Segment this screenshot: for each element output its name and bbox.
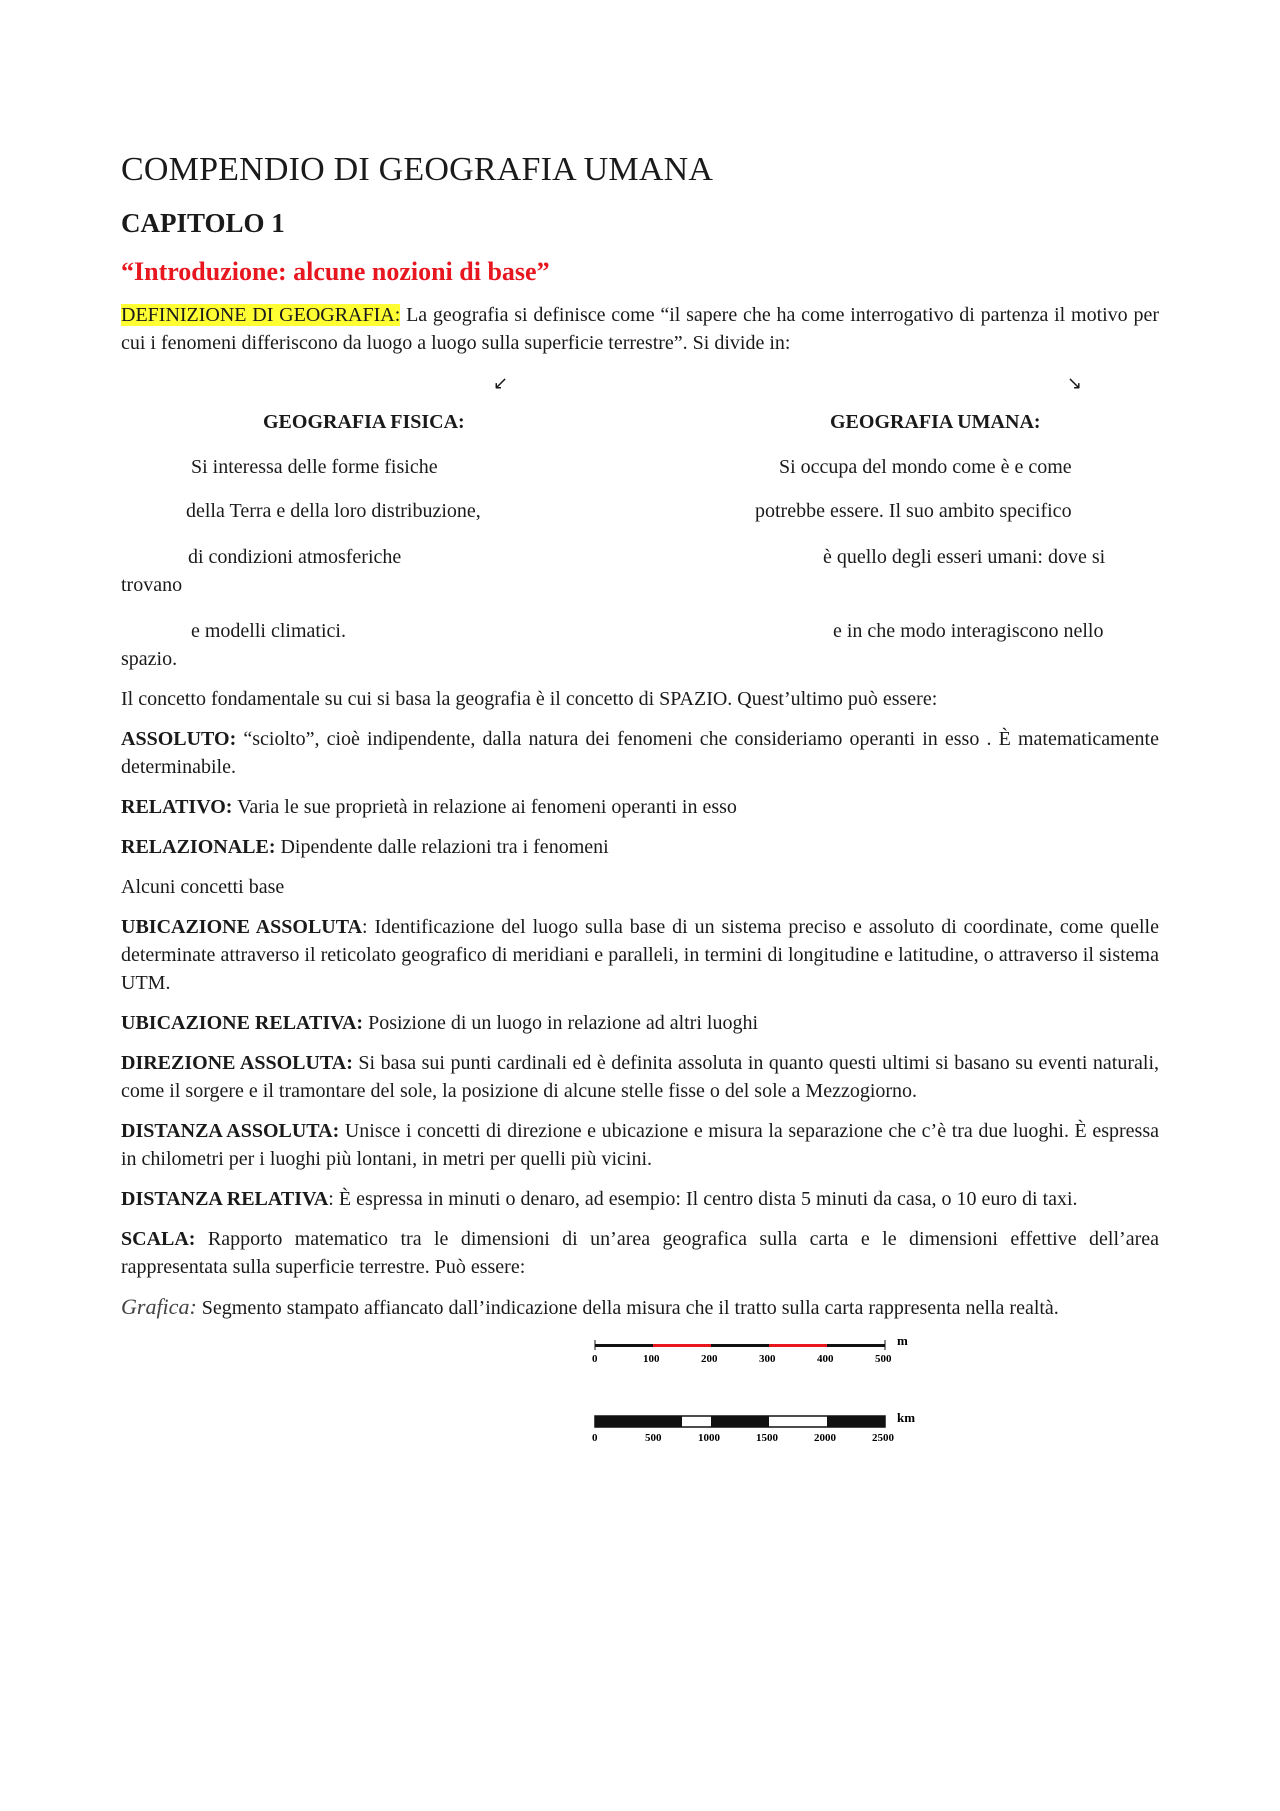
term-text: Varia le sue proprietà in relazione ai fenomeni operanti in esso (232, 796, 737, 819)
scale-segment (653, 1416, 682, 1427)
term-label: ASSOLUTO: (121, 728, 237, 751)
concept-scale (121, 1225, 1159, 1281)
term-label: UBICAZIONE ASSOLUTA (121, 916, 363, 939)
scale-unit-label: m (897, 1336, 908, 1349)
scale-tick-label: 2500 (872, 1432, 894, 1445)
scale-tick-label: 500 (875, 1353, 892, 1366)
scale-tick-label: 400 (817, 1353, 834, 1366)
definition-label: DEFINIZIONE DI GEOGRAFIA: (121, 304, 401, 327)
term-text: Si basa sui punti cardinali ed è definita assoluta in quanto questi ultimi si basano su eventi naturali, come il sorgere e il tramontare del sole, la posizione di alcune stelle fisse o del sole a Mezzogiorno. (121, 1052, 1160, 1103)
definition-paragraph (121, 301, 1159, 357)
term-label: SCALA: (121, 1228, 196, 1251)
term-label: RELATIVO: (121, 796, 233, 819)
graphic-scale-figures (121, 1336, 1159, 1456)
scale-tick-label: 1000 (698, 1432, 720, 1445)
physical-geography-heading: GEOGRAFIA FISICA: (263, 411, 465, 434)
geography-branches-headings (121, 411, 1159, 441)
scale-tick-label: 0 (592, 1353, 598, 1366)
chapter-subtitle: “Introduzione: alcune nozioni di base” (121, 257, 550, 287)
term-label: RELAZIONALE: (121, 836, 276, 859)
definition-text: La geografia si definisce come “il sapere che ha come interrogativo di partenza il motivo per cui i fenomeni differiscono da luogo a luogo sulla superficie terrestre”. Si divide in: (121, 304, 1159, 355)
scale-tick-label: 200 (701, 1353, 718, 1366)
column-row (121, 453, 1159, 481)
scale-segment (769, 1344, 827, 1347)
human-geography-heading: GEOGRAFIA UMANA: (830, 411, 1041, 434)
column-row (121, 497, 1159, 525)
scale-tick-label: 0 (592, 1432, 598, 1445)
scale-segment (711, 1416, 769, 1427)
physical-line: e modelli climatici. (191, 620, 346, 643)
column-row (121, 543, 1159, 599)
term-text: Dipendente dalle relazioni tra i fenomeni (275, 836, 609, 859)
scale-segment (827, 1344, 885, 1347)
term-text: : Identificazione del luogo sulla base di un sistema preciso e assoluto di coordinate, come quelle determinate attraverso il reticolato geografico di meridiani e paralleli, in termini di longitudine e latitudine, o attraverso il sistema UTM. (121, 916, 1159, 995)
physical-line: della Terra e della loro distribuzione, (186, 500, 481, 523)
document-page (121, 150, 1159, 1456)
graphic-text: Segmento stampato affiancato dall’indicazione della misura che il tratto sulla carta rappresenta nella realtà. (196, 1297, 1059, 1320)
document-title: COMPENDIO DI GEOGRAFIA UMANA (121, 151, 714, 188)
human-line: è quello degli esseri umani: dove si (823, 546, 1106, 569)
term-label: UBICAZIONE RELATIVA: (121, 1012, 364, 1035)
chapter-heading: CAPITOLO 1 (121, 207, 285, 238)
term-text: Rapporto matematico tra le dimensioni di un’area geografica sulla carta e le dimensioni effettive dell’area rappresentata sulla superficie terrestre. Può essere: (121, 1228, 1159, 1279)
human-line-wrap: trovano (121, 574, 183, 597)
concept-absolute-distance (121, 1117, 1159, 1173)
scale-segment (711, 1344, 769, 1347)
term-text: Posizione di un luogo in relazione ad altri luoghi (363, 1012, 759, 1035)
scale-segment (595, 1416, 624, 1427)
scale-tick-label: 300 (759, 1353, 776, 1366)
space-relational (121, 833, 1159, 861)
concept-relative-distance (121, 1185, 1159, 1213)
scale-segment (827, 1416, 885, 1427)
term-text: : È espressa in minuti o denaro, ad esempio: Il centro dista 5 minuti da casa, o 10 euro di taxi. (328, 1188, 1078, 1211)
physical-line: di condizioni atmosferiche (188, 546, 402, 569)
scale-unit-label: km (897, 1410, 916, 1426)
scale-graphic-paragraph (121, 1293, 1159, 1322)
human-line: potrebbe essere. Il suo ambito specifico (755, 500, 1072, 523)
human-line: e in che modo interagiscono nello (833, 620, 1104, 643)
scale-segment (624, 1416, 653, 1427)
arrow-down-right-icon: ↘ (1067, 373, 1083, 395)
scale-bars-figure (121, 1336, 1159, 1456)
human-line: Si occupa del mondo come è e come (779, 456, 1072, 479)
term-label: DIREZIONE ASSOLUTA: (121, 1052, 353, 1075)
space-absolute (121, 725, 1159, 781)
scale-segment (595, 1344, 653, 1347)
graphic-label: Grafica: (121, 1294, 197, 1320)
scale-tick-label: 2000 (814, 1432, 836, 1445)
space-relative (121, 793, 1159, 821)
concept-absolute-location (121, 913, 1159, 997)
km-scale-bar (592, 1410, 915, 1444)
term-text: Unisce i concetti di direzione e ubicazione e misura la separazione che c’è tra due luoghi. È espressa in chilometri per i luoghi più lontani, in metri per quelli più vicini. (121, 1120, 1159, 1171)
term-label: DISTANZA ASSOLUTA: (121, 1120, 340, 1143)
term-label: DISTANZA RELATIVA (121, 1188, 329, 1211)
meter-scale-bar (592, 1336, 908, 1365)
scale-tick-label: 1500 (756, 1432, 778, 1445)
space-intro: Il concetto fondamentale su cui si basa la geografia è il concetto di SPAZIO. Quest’ultimo può essere: (121, 688, 938, 711)
concepts-intro: Alcuni concetti base (121, 876, 285, 899)
concept-relative-location (121, 1009, 1159, 1037)
human-line-wrap: spazio. (121, 648, 178, 671)
column-row (121, 617, 1159, 673)
scale-segment (653, 1344, 711, 1347)
concept-absolute-direction (121, 1049, 1159, 1105)
term-text: “sciolto”, cioè indipendente, dalla natura dei fenomeni che consideriamo operanti in esso . È matematicamente determinabile. (121, 728, 1159, 779)
branch-arrows (121, 371, 1159, 403)
physical-line: Si interessa delle forme fisiche (191, 456, 438, 479)
scale-tick-label: 100 (643, 1353, 660, 1366)
arrow-down-left-icon: ↙ (493, 373, 509, 395)
scale-tick-label: 500 (645, 1432, 662, 1445)
